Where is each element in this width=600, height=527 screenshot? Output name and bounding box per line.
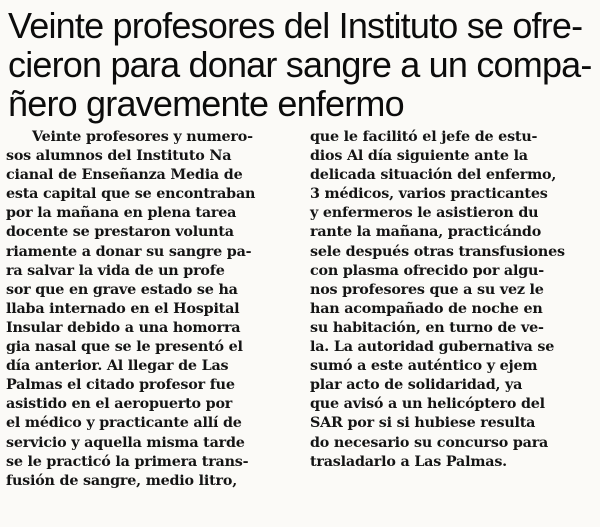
text-line: esta capital que se encontraban [6, 186, 256, 203]
text-line: rante la mañana, practicándo [310, 224, 542, 241]
text-line: SAR por si si hubiese resulta [310, 415, 536, 432]
text-line: que avisó a un helicóptero del [310, 396, 545, 413]
text-line: la. La autoridad gubernativa se [310, 339, 555, 356]
text-line: día anterior. Al llegar de Las [6, 358, 229, 375]
headline-line: Veinte profesores del Instituto se ofre- [8, 5, 583, 46]
text-line: Palmas el citado profesor fue [6, 377, 235, 394]
headline-line: ñero gravemente enfermo [8, 83, 404, 124]
text-line: ra salvar la vida de un profe [6, 262, 225, 279]
text-line: asistido en el aeropuerto por [6, 396, 233, 413]
text-line: Veinte profesores y numero- [32, 129, 253, 145]
text-line: riamente a donar su sangre pa- [6, 243, 252, 260]
article-body [6, 128, 596, 527]
text-line: servicio y aquella misma tarde [6, 434, 245, 451]
left-column [6, 128, 296, 491]
text-line: dios Al día siguiente ante la [310, 148, 528, 165]
text-line: gia nasal que se le presentó el [6, 339, 243, 356]
text-line: do necesario su concurso para [310, 434, 549, 451]
text-line: sos alumnos del Instituto Na [6, 148, 232, 165]
text-line: cianal de Enseñanza Media de [6, 167, 243, 184]
text-line: docente se prestaron volunta [6, 224, 234, 241]
text-line: se le practicó la primera trans- [6, 453, 249, 470]
text-line: 3 médicos, varios practicantes [310, 186, 548, 203]
text-line: fusión de sangre, medio litro, [6, 472, 237, 489]
text-line: el médico y practicante allí de [6, 415, 242, 432]
text-line: llaba internado en el Hospital [6, 300, 240, 317]
text-line: con plasma ofrecido por algu- [310, 262, 544, 279]
text-line: delicada situación del enfermo, [310, 167, 557, 184]
text-line: su habitación, en turno de ve- [310, 319, 544, 336]
right-column [310, 128, 600, 472]
text-line: y enfermeros le asistieron du [310, 205, 539, 222]
text-line: que le facilitó el jefe de estu- [310, 129, 538, 145]
text-line: han acompañado de noche en [310, 300, 543, 317]
text-line: nos profesores que a su vez le [310, 281, 544, 298]
headline [8, 6, 596, 123]
headline-line: cieron para donar sangre a un compa- [8, 44, 592, 85]
text-line: sumó a este auténtico y ejem [310, 358, 538, 375]
text-line: sor que en grave estado se ha [6, 281, 238, 298]
text-line: plar acto de solidaridad, ya [310, 377, 523, 394]
text-line: trasladarlo a Las Palmas. [310, 453, 507, 470]
text-line: por la mañana en plena tarea [6, 205, 237, 222]
text-line: sele después otras transfusiones [310, 243, 565, 260]
text-line: Insular debido a una homorra [6, 319, 241, 336]
